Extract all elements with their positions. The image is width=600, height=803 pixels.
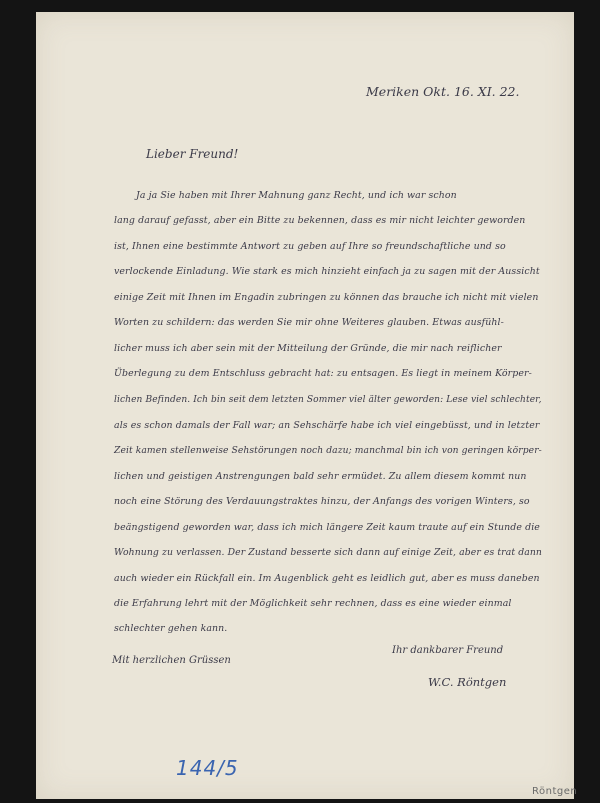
body-line: lichen Befinden. Ich bin seit dem letzten Sommer viel älter geworden: Lese viel schlechter, <box>114 394 542 405</box>
closing: Mit herzlichen Grüssen <box>112 655 231 666</box>
body-line: einige Zeit mit Ihnen im Engadin zubringen zu können das brauche ich nicht mit vielen <box>114 292 539 303</box>
body-line: auch wieder ein Rückfall ein. Im Augenblick geht es leidlich gut, aber es muss daneben <box>114 573 540 584</box>
body-line: verlockende Einladung. Wie stark es mich hinzieht einfach ja zu sagen mit der Aussicht <box>114 266 540 277</box>
body-line: ist, Ihnen eine bestimmte Antwort zu geben auf Ihre so freundschaftliche und so <box>114 241 506 252</box>
letter-sheet <box>36 12 578 799</box>
greeting: Lieber Freund! <box>146 147 239 161</box>
archive-stamp: Röntgen <box>532 786 578 797</box>
body-line: die Erfahrung lehrt mit der Möglichkeit sehr rechnen, dass es eine wieder einmal <box>114 598 512 609</box>
body-line: noch eine Störung des Verdauungstraktes hinzu, der Anfangs des vorigen Winters, so <box>114 496 530 507</box>
body-line: schlechter gehen kann. <box>114 623 228 634</box>
body-line: Ja ja Sie haben mit Ihrer Mahnung ganz Recht, und ich war schon <box>136 190 457 201</box>
place-date: Meriken Okt. 16. XI. 22. <box>366 84 520 99</box>
archive-number: 144/5 <box>176 756 239 780</box>
body-line: lang darauf gefasst, aber ein Bitte zu bekennen, dass es mir nicht leichter geworden <box>114 215 526 226</box>
body-line: Zeit kamen stellenweise Sehstörungen noch dazu; manchmal bin ich von geringen körper- <box>114 445 542 456</box>
body-line: Überlegung zu dem Entschluss gebracht hat: zu entsagen. Es liegt in meinem Körper- <box>114 368 532 379</box>
signature: W.C. Röntgen <box>428 675 507 689</box>
body-line: lichen und geistigen Anstrengungen bald sehr ermüdet. Zu allem diesem kommt nun <box>114 471 527 482</box>
body-line: Wohnung zu verlassen. Der Zustand besserte sich dann auf einige Zeit, aber es trat dann <box>114 547 542 558</box>
body-line: Worten zu schildern: das werden Sie mir ohne Weiteres glauben. Etwas ausfühl- <box>114 317 504 328</box>
signoff: Ihr dankbarer Freund <box>392 645 504 656</box>
body-line: beängstigend geworden war, dass ich mich längere Zeit kaum traute auf ein Stunde die <box>114 522 540 533</box>
body-line: licher muss ich aber sein mit der Mitteilung der Gründe, die mir nach reiflicher <box>114 343 502 354</box>
body-line: als es schon damals der Fall war; an Sehschärfe habe ich viel eingebüsst, und in letzter <box>114 420 540 431</box>
